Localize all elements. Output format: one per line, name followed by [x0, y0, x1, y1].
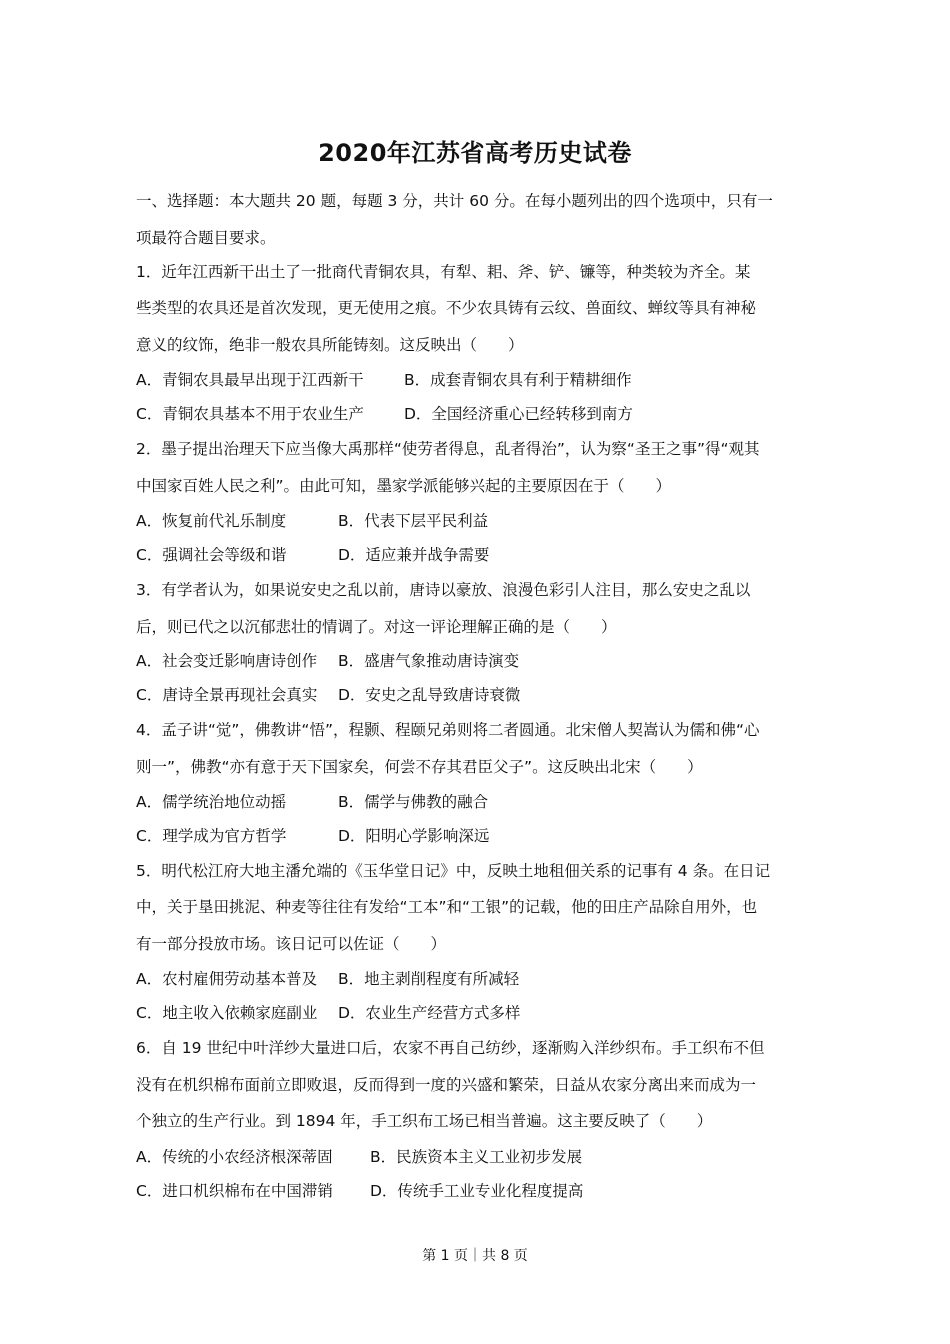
section-instruction-line-1: 一、选择题：本大题共 20 题，每题 3 分，共计 60 分。在每小题列出的四个选项中，只有一 [136, 192, 773, 210]
question-1-option-d[interactable]: D．全国经济重心已经转移到南方 [404, 405, 633, 423]
question-6-option-c[interactable]: C．进口机织棉布在中国滞销 [136, 1182, 333, 1200]
question-1-stem-line-2: 些类型的农具还是首次发现，更无使用之痕。不少农具铸有云纹、兽面纹、蝉纹等具有神秘 [136, 299, 757, 317]
page-title: 2020年江苏省高考历史试卷 [318, 139, 632, 167]
question-3-stem-line-2: 后，则已代之以沉郁悲壮的情调了。对这一评论理解正确的是（ ） [136, 618, 617, 636]
question-6-option-b[interactable]: B．民族资本主义工业初步发展 [370, 1148, 583, 1166]
question-5-option-b[interactable]: B．地主剥削程度有所减轻 [338, 970, 520, 988]
question-5-option-a[interactable]: A．农村雇佣劳动基本普及 [136, 970, 318, 988]
question-2-option-b[interactable]: B．代表下层平民利益 [338, 512, 489, 530]
question-1-option-a[interactable]: A．青铜农具最早出现于江西新干 [136, 371, 364, 389]
question-4-stem-line-1: 4．孟子讲“觉”，佛教讲“悟”，程颢、程颐兄弟则将二者圆通。北宋僧人契嵩认为儒和佛“心 [136, 721, 760, 739]
question-3-option-d[interactable]: D．安史之乱导致唐诗衰微 [338, 686, 521, 704]
question-6-stem-line-2: 没有在机织棉布面前立即败退，反而得到一度的兴盛和繁荣，日益从农家分离出来而成为一 [136, 1076, 757, 1094]
question-2-stem-line-2: 中国家百姓人民之利”。由此可知，墨家学派能够兴起的主要原因在于（ ） [136, 477, 672, 495]
question-6-option-d[interactable]: D．传统手工业专业化程度提高 [370, 1182, 584, 1200]
question-3-option-c[interactable]: C．唐诗全景再现社会真实 [136, 686, 318, 704]
question-2-option-c[interactable]: C．强调社会等级和谐 [136, 546, 287, 564]
question-6-stem-line-1: 6．自 19 世纪中叶洋纱大量进口后，农家不再自己纺纱，逐渐购入洋纱织布。手工织布不但 [136, 1039, 765, 1057]
question-5-option-d[interactable]: D．农业生产经营方式多样 [338, 1004, 521, 1022]
question-1-option-b[interactable]: B．成套青铜农具有利于精耕细作 [404, 371, 632, 389]
question-5-stem-line-2: 中，关于垦田挑泥、种麦等往往有发给“工本”和“工银”的记载，他的田庄产品除自用外，也 [136, 898, 758, 916]
question-1-option-c[interactable]: C．青铜农具基本不用于农业生产 [136, 405, 364, 423]
question-2-option-d[interactable]: D．适应兼并战争需要 [338, 546, 490, 564]
question-5-stem-line-3: 有一部分投放市场。该日记可以佐证（ ） [136, 935, 447, 953]
question-2-option-a[interactable]: A．恢复前代礼乐制度 [136, 512, 287, 530]
page-footer: 第 1 页｜共 8 页 [422, 1248, 528, 1264]
question-4-option-a[interactable]: A．儒学统治地位动摇 [136, 793, 287, 811]
question-6-stem-line-3: 个独立的生产行业。到 1894 年，手工织布工场已相当普遍。这主要反映了（ ） [136, 1112, 713, 1130]
question-3-stem-line-1: 3．有学者认为，如果说安史之乱以前，唐诗以豪放、浪漫色彩引人注目，那么安史之乱以 [136, 581, 751, 599]
question-6-option-a[interactable]: A．传统的小农经济根深蒂固 [136, 1148, 333, 1166]
question-5-stem-line-1: 5．明代松江府大地主潘允端的《玉华堂日记》中，反映土地租佃关系的记事有 4 条。在日记 [136, 862, 771, 880]
question-4-option-d[interactable]: D．阳明心学影响深远 [338, 827, 490, 845]
question-5-option-c[interactable]: C．地主收入依赖家庭副业 [136, 1004, 318, 1022]
question-1-stem-line-3: 意义的纹饰，绝非一般农具所能铸刻。这反映出（ ） [136, 336, 524, 354]
section-instruction-line-2: 项最符合题目要求。 [136, 229, 276, 247]
question-4-stem-line-2: 则一”，佛教“亦有意于天下国家矣，何尝不存其君臣父子”。这反映出北宋（ ） [136, 758, 703, 776]
question-2-stem-line-1: 2．墨子提出治理天下应当像大禹那样“使劳者得息，乱者得治”，认为察“圣王之事”得“观其 [136, 440, 760, 458]
question-4-option-b[interactable]: B．儒学与佛教的融合 [338, 793, 489, 811]
question-1-stem-line-1: 1．近年江西新干出土了一批商代青铜农具，有犁、耜、斧、铲、镰等，种类较为齐全。某 [136, 263, 751, 281]
question-4-option-c[interactable]: C．理学成为官方哲学 [136, 827, 287, 845]
question-3-option-b[interactable]: B．盛唐气象推动唐诗演变 [338, 652, 520, 670]
question-3-option-a[interactable]: A．社会变迁影响唐诗创作 [136, 652, 318, 670]
